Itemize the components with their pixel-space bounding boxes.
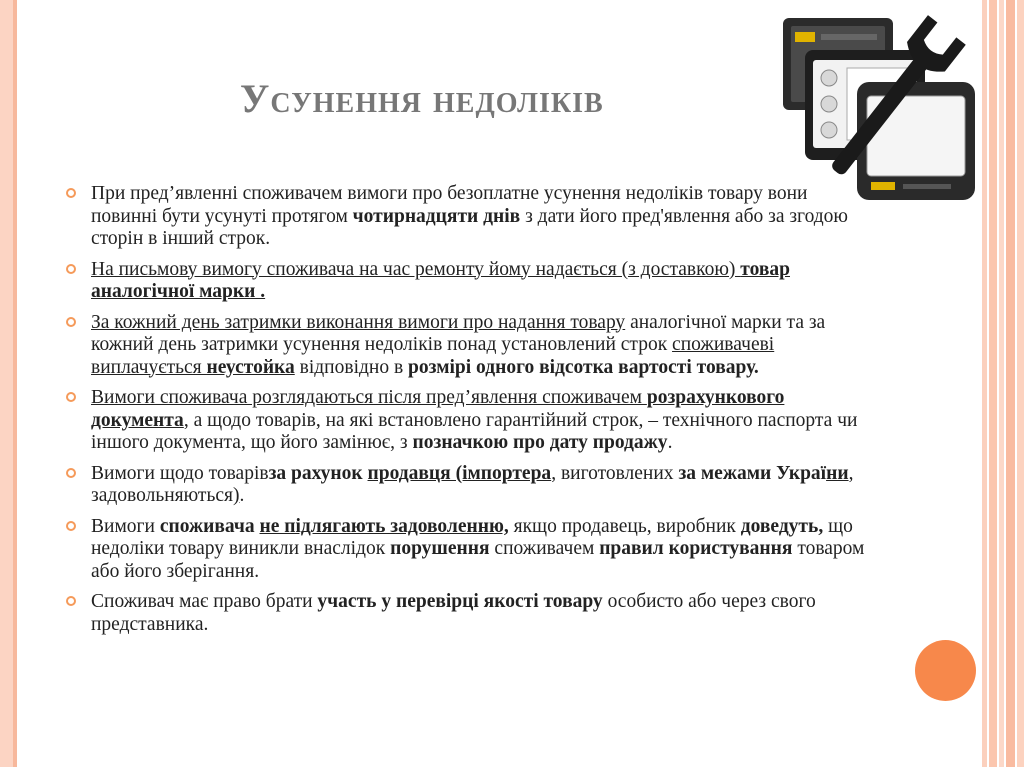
bullet-text-segment: , виготовлених (551, 462, 679, 484)
bullet-text-segment: товар аналогічної марки . (91, 258, 790, 302)
bullet-item (66, 387, 866, 455)
bullet-circle-icon (66, 392, 76, 402)
bullet-text-segment: аналогічної марки та за кожний день затримки усунення недоліків понад установлений строк (91, 311, 826, 355)
bullet-text-segment: ни (826, 462, 849, 484)
bullet-circle-icon (66, 596, 76, 606)
bullet-text-segment: За кожний день затримки виконання вимоги про надання товару (91, 311, 626, 333)
bullet-text-segment: споживача (159, 515, 255, 537)
bullet-text-segment: товаром або його зберігання. (91, 538, 865, 582)
bullet-circle-icon (66, 521, 76, 531)
bullet-item (66, 516, 866, 584)
bullet-text-segment: , а щодо товарів, на які встановлено гарантійний строк, – технічного паспорта чи іншого документа, що його замінює, з (91, 409, 858, 453)
wrench-and-diagnostic-devices-icon (779, 4, 979, 202)
bullet-circle-icon (66, 317, 76, 327)
bullet-text-segment: Споживач має право брати (91, 591, 318, 612)
bullet-text-segment: за рахунок (268, 462, 368, 484)
bullet-item (66, 183, 866, 251)
right-decorative-stripes (982, 0, 1024, 767)
bullet-list (66, 183, 866, 644)
bullet-circle-icon (66, 264, 76, 274)
bullet-text-segment: продавця (імпортера (367, 462, 552, 484)
bullet-circle-icon (66, 468, 76, 478)
bullet-text-segment: участь у перевірці якості товару (317, 591, 603, 612)
bullet-text-segment: з дати його пред'явлення або за згодою сторін в інший строк. (91, 205, 848, 249)
bullet-text-segment: порушення (390, 538, 490, 559)
bullet-text-segment: споживачем (489, 538, 600, 559)
bullet-text-segment: Вимоги (91, 515, 160, 537)
bullet-text-segment: ) (232, 485, 240, 506)
bullet-text-segment: розмірі одного відсотка вартості товару. (408, 356, 759, 378)
bullet-item (66, 259, 866, 304)
bullet-item (66, 312, 866, 380)
bullet-text-segment: . (667, 432, 673, 453)
bullet-text-segment: , задовольняються (91, 462, 854, 506)
bullet-circle-icon (66, 188, 76, 198)
bullet-text-segment: позначкою про дату продажу (412, 432, 668, 453)
bullet-text-segment: . (239, 485, 245, 506)
bullet-text-segment: відповідно в (294, 356, 409, 378)
bullet-text-segment: неустойка (206, 356, 295, 378)
slide-title: Усунення недоліків (240, 76, 604, 121)
bullet-text-segment: якщо продавець, виробник (508, 515, 741, 537)
bullet-text-segment: що недоліки товару виникли внаслідок (91, 515, 853, 559)
bullet-text-segment: за межами Украї (678, 462, 827, 484)
bullet-text-segment: не підлягають задоволенню, (259, 515, 509, 537)
bullet-text-segment: Вимоги щодо товарів (91, 462, 269, 484)
orange-circle-decoration (915, 640, 976, 701)
left-frame-line (13, 0, 17, 767)
bullet-item (66, 591, 866, 636)
bullet-text-segment: доведуть, (740, 515, 824, 537)
bullet-text-segment: чотирнадцяти днів (352, 205, 521, 227)
bullet-item (66, 463, 866, 508)
bullet-text-segment: Вимоги споживача розглядаються після пред’явлення споживачем (91, 387, 647, 408)
bullet-text-segment: особисто або через свого представника. (91, 591, 816, 635)
bullet-text-segment: На письмову вимогу споживача на час ремонту йому надається (з доставкою) (91, 258, 741, 280)
bullet-text-segment: При пред’явленні споживачем вимоги про безоплатне усунення недоліків товару вони повинні бути усунуті протягом (91, 183, 808, 227)
left-frame-band (0, 0, 13, 767)
bullet-text-segment: споживачеві виплачується (91, 334, 775, 378)
bullet-text-segment: розрахункового документа (91, 387, 785, 431)
bullet-text-segment: правил користування (599, 538, 793, 559)
